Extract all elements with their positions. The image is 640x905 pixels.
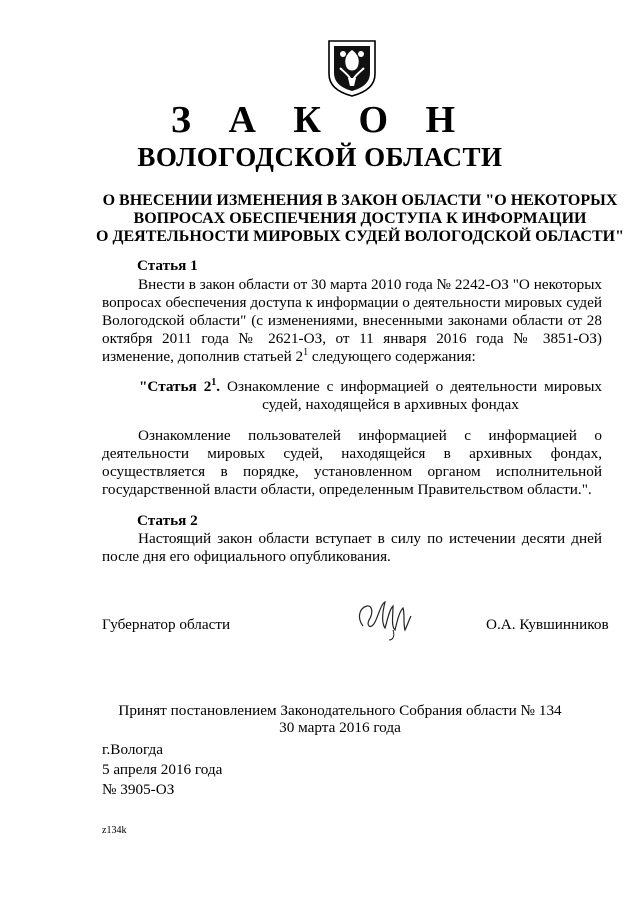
- new-article-text: Ознакомление пользователей информацией с информацией о деятельности мировых судей, находящейся в архивных фондах, осуществляется в порядке, установленном органом исполнительной государственной власти области, определенным Правительством области.".: [102, 427, 602, 498]
- signatory-name: О.А. Кувшинников: [486, 616, 609, 633]
- heading-line: ВОПРОСАХ ОБЕСПЕЧЕНИЯ ДОСТУПА К ИНФОРМАЦИИ: [133, 210, 587, 227]
- law-title: З А К О Н: [170, 99, 470, 141]
- adoption-date: 30 марта 2016 года: [279, 719, 401, 736]
- adoption-info: [80, 702, 600, 736]
- law-number: № 3905-ОЗ: [102, 781, 175, 798]
- article-2-title: Статья 2: [137, 512, 198, 529]
- new-article-title: "Статья $2^1$. Ознакомление с информацией о деятельности мировых судей, находящейся в архивных фондах: [139, 377, 602, 413]
- place-date-number: [102, 740, 222, 800]
- coat-of-arms-emblem: [326, 38, 378, 98]
- document-code: z134k: [102, 825, 127, 836]
- signatory-position: Губернатор области: [102, 616, 231, 633]
- signing-date: 5 апреля 2016 года: [102, 761, 223, 778]
- region-subtitle: ВОЛОГОДСКОЙ ОБЛАСТИ: [137, 142, 503, 172]
- city: г.Вологда: [102, 741, 163, 758]
- heading-line: О ВНЕСЕНИИ ИЗМЕНЕНИЯ В ЗАКОН ОБЛАСТИ "О НЕКОТОРЫХ: [102, 192, 618, 209]
- article-2-text: Настоящий закон области вступает в силу по истечении десяти дней после дня его официального опубликования.: [102, 530, 602, 565]
- heading-line: О ДЕЯТЕЛЬНОСТИ МИРОВЫХ СУДЕЙ ВОЛОГОДСКОЙ ОБЛАСТИ": [96, 228, 624, 245]
- law-heading: [90, 192, 630, 246]
- adoption-line: Принят постановлением Законодательного Собрания области № 134: [118, 702, 562, 719]
- handwritten-signature: [353, 596, 415, 642]
- article-1-text: Внести в закон области от 30 марта 2010 года № 2242-ОЗ "О некоторых вопросах обеспечения доступа к информации о деятельности мировых судей Вологодской области" (с изменениями, внесенными законами области от 28 октября 2011 года № 2621-ОЗ, от 11 января 2016 года № 3851-ОЗ) изменение, дополнив статьей $2^1$ следующего содержания:: [102, 276, 602, 365]
- article-1-title: Статья 1: [137, 257, 198, 274]
